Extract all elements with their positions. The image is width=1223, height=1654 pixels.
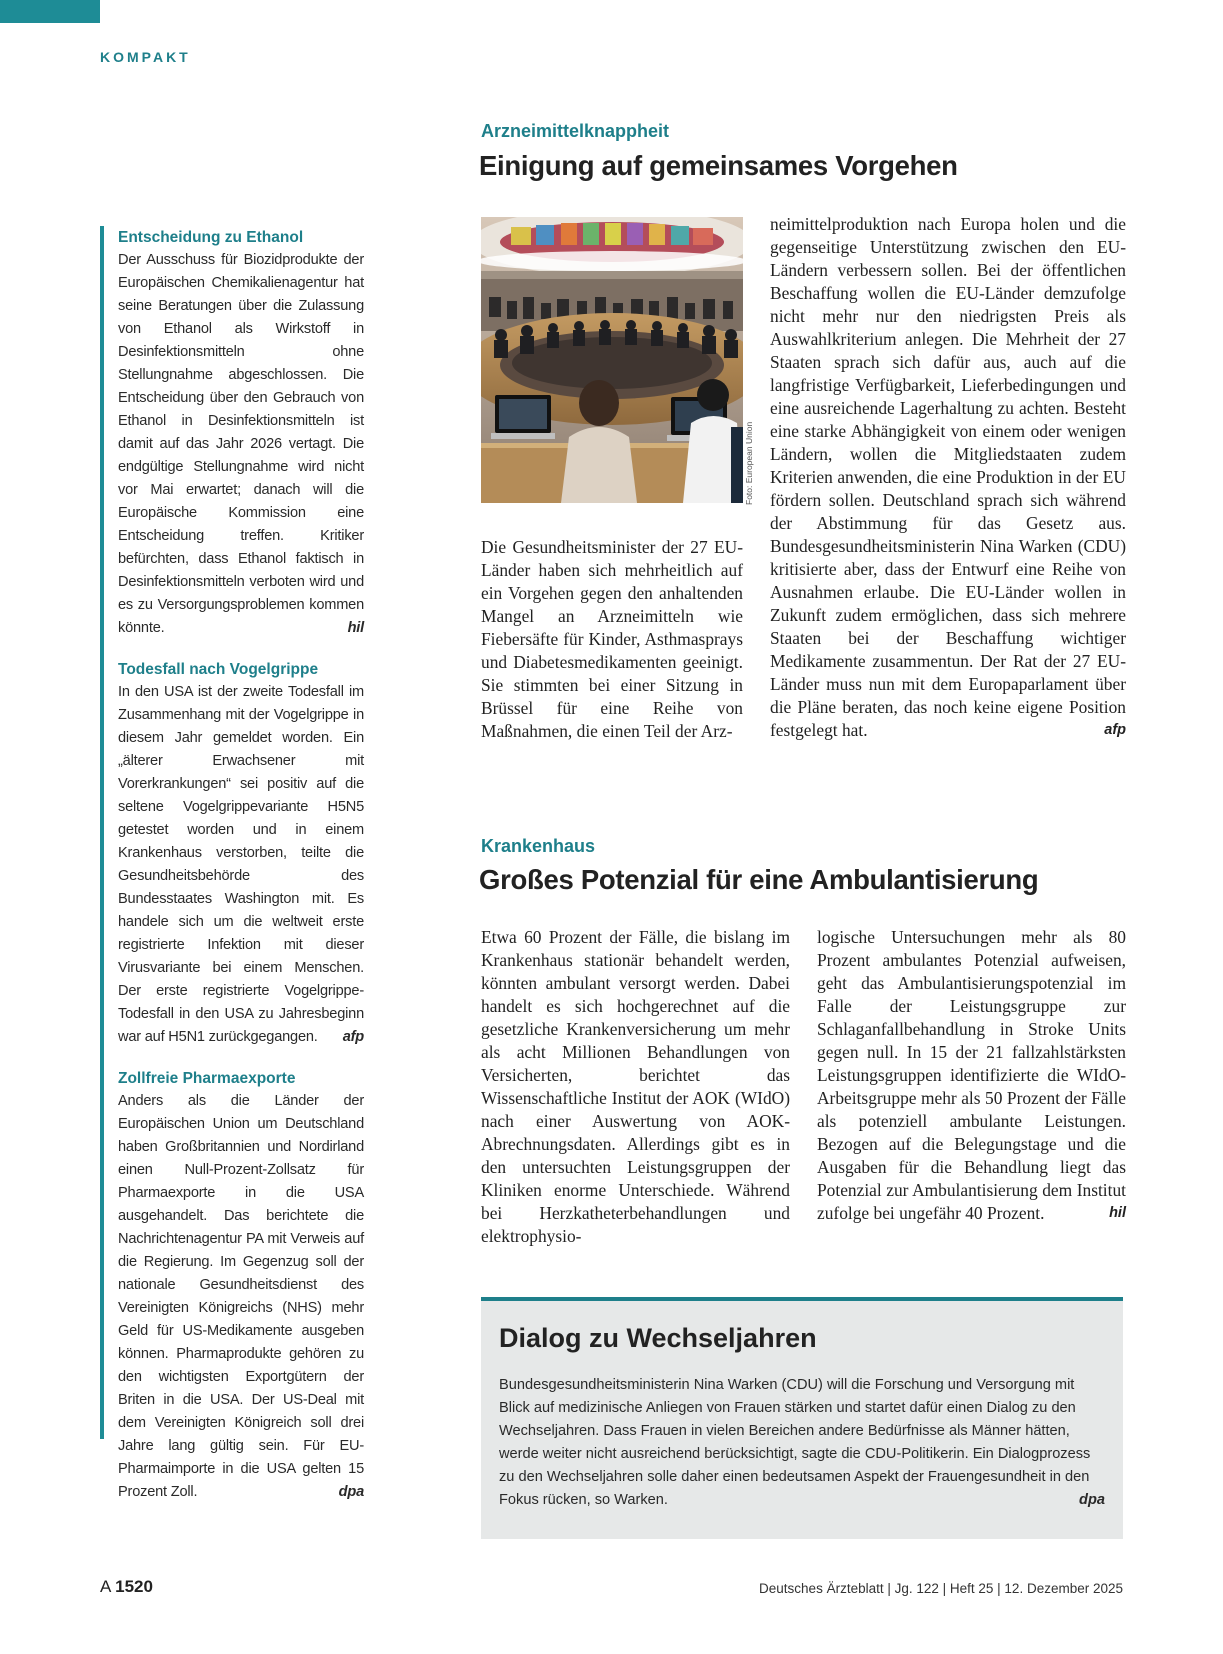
infobox-wechseljahre [481,1297,1123,1539]
article1-column-1 [481,536,743,743]
brief-vogelgrippe [118,658,364,1049]
council-meeting-image [481,217,743,503]
article2-headline: Großes Potenzial für eine Ambulantisierung [479,864,1039,895]
page-number [100,1577,153,1597]
brief-title: Todesfall nach Vogelgrippe [118,661,319,678]
author-tag: afp [342,1029,364,1045]
infobox-title: Dialog zu Wechseljahren [499,1323,817,1353]
article2-kicker: Krankenhaus [481,836,596,856]
photo-credit: Foto: European Union [744,421,754,505]
article2-text-2: logische Untersuchungen mehr als 80 Prozent ambulantes Potenzial aufweisen, geht das Ambulantisierungspotenzial im Falle der Leistungsgruppe zur Schlaganfallbehandlung in Stroke Units gegen null. In 15 der 21 fallzahlstärksten Leistungsgruppen identifizierte die WIdO-Arbeitsgruppe mehr als 50 Prozent der Fälle als potenziell ambulante Leistungen. Bezogen auf die Belegungstage und die Ausgaben für die Behandlung liegt das Potenzial zur Ambulantisierung dem Institut zufolge bei ungefähr 40 Prozent. hil [817,927,1126,1223]
brief-title: Zollfreie Pharmaexporte [118,1070,296,1087]
article1-column-2 [770,213,1126,742]
brief-ethanol [118,226,364,640]
top-accent-bar [0,0,100,23]
article2-text-1: Etwa 60 Prozent der Fälle, die bislang im Krankenhaus stationär behandelt werden, könnten ambulant versorgt werden. Dabei handelt es sich hochgerechnet auf die gesetzliche Krankenversicherung um mehr als acht Millionen Behandlungen von Versicherten, berichtet das Wissenschaftliche Institut der AOK (WIdO) nach einer Auswertung von AOK-Abrechnungsdaten. Allerdings gibt es in den untersuchten Leistungsgruppen der Kliniken enorme Unterschiede. Während bei Herzkatheterbehandlungen und elektrophysio- [481,927,790,1246]
author-tag: afp [1104,722,1126,738]
author-tag: dpa [1079,1492,1105,1508]
author-tag: hil [347,620,364,636]
author-tag: hil [1109,1205,1126,1221]
article2-column-1 [481,926,790,1248]
page-prefix: A [100,1577,111,1596]
article1-kicker: Arzneimittelknappheit [481,121,670,141]
article1-text-2: neimittelproduktion nach Europa holen und die gegenseitige Unterstützung zwischen den EU-Ländern verbessern sollen. Bei der öffentlichen Beschaffung wollen die EU-Länder demzufolge nicht mehr nur den niedrigsten Preis als Auswahlkriterium anlegen. Die Mehrheit der 27 Staaten sprach sich dafür aus, auch auf die langfristige Verfügbarkeit, Lieferbedingungen und eine ausreichende Lagerhaltung zu achten. Besteht eine starke Abhängigkeit von einem oder wenigen Ländern, wollen die Mitgliedstaaten zudem Kriterien anwenden, die eine Produktion in der EU fördern sollen. Deutschland sprach sich während der Abstimmung für das Gesetz aus. Bundesgesundheitsministerin Nina Warken (CDU) kritisierte aber, dass der Entwurf eine Reihe von Ausnahmen erlaube. Die EU-Länder wollen in Zukunft zudem ermöglichen, dass sich mehrere Staaten bei der Beschaffung wichtiger Medikamente zusammentun. Der Rat der 27 EU-Länder muss nun mit dem Europaparlament über die Pläne beraten, das noch keine eigene Position festgelegt hat. afp [770,214,1126,740]
brief-pharmaexporte [118,1067,364,1504]
brief-text: Anders als die Länder der Europäischen Union um Deutschland haben Großbritannien und Nordirland einen Null-Prozent-Zollsatz für Pharmaexporte in die USA ausgehandelt. Das berichtete die Nachrichtenagentur PA mit Verweis auf die Regierung. Im Gegenzug soll der nationale Gesundheitsdienst des Vereinigten Königreichs (NHS) mehr Geld für US-Medikamente ausgeben können. Pharmaprodukte gehören zu den wichtigsten Exportgütern der Briten in die USA. Der US-Deal mit dem Vereinigten Königreich soll drei Jahre lang gültig sein. Für EU-Pharmaimporte in die USA gelten 15 Prozent Zoll. dpa [118,1090,364,1504]
brief-title: Entscheidung zu Ethanol [118,229,304,246]
meeting-photo [481,217,743,503]
page-number-value: 1520 [115,1577,153,1596]
brief-text: In den USA ist der zweite Todesfall im Zusammenhang mit der Vogelgrippe in diesem Jahr gemeldet worden. Ein „älterer Erwachsener mit Vorerkrankungen“ sei positiv auf die seltene Vogelgrippevariante H5N5 getestet worden und in einem Krankenhaus verstorben, teilte die Gesundheitsbehörde des Bundesstaates Washington mit. Es handele sich um die weltweit erste registrierte Infektion mit dieser Virusvariante bei einem Menschen. Der erste registrierte Vogelgrippe-Todesfall in den USA zu Jahresbeginn war auf H5N1 zurückgegangen. afp [118,681,364,1049]
infobox-text: Bundesgesundheitsministerin Nina Warken (CDU) will die Forschung und Versorgung mit Blick auf medizinische Anliegen von Frauen stärken und startet dafür einen Dialog zu den Wechseljahren. Dass Frauen in vielen Bereichen andere Bedürfnisse als Männer hätten, werde weiter nicht ausreichend berücksichtigt, sagte die CDU-Politikerin. Ein Dialogprozess zu den Wechseljahren solle daher einen bedeutsamen Aspekt der Frauengesundheit in den Fokus rücken, so Warken. dpa [499,1374,1105,1512]
news-briefs-column [100,226,364,1500]
article1-text-1: Die Gesundheitsminister der 27 EU-Länder haben sich mehrheitlich auf ein Vorgehen gegen den anhaltenden Mangel an Arzneimitteln wie Fiebersäfte für Kinder, Asthmasprays und Diabetesmedikamenten geeinigt. Sie stimmten bei einer Sitzung in Brüssel für eine Reihe von Maßnahmen, die einen Teil der Arz- [481,537,743,741]
section-label: KOMPAKT [100,49,191,65]
article1-headline: Einigung auf gemeinsames Vorgehen [479,150,958,181]
brief-text: Der Ausschuss für Biozidprodukte der Europäischen Chemikalienagentur hat seine Beratungen über die Zulassung von Ethanol als Wirkstoff in Desinfektionsmitteln ohne Stellungnahme abgeschlossen. Die Entscheidung über den Gebrauch von Ethanol in Desinfektionsmitteln ist damit auf das Jahr 2026 vertagt. Die endgültige Stellungnahme wird nicht vor Mai erwartet; danach will die Europäische Kommission eine Entscheidung treffen. Kritiker befürchten, dass Ethanol faktisch in Desinfektionsmitteln verboten wird und es zu Versorgungsproblemen kommen könnte. hil [118,249,364,640]
author-tag: dpa [338,1484,364,1500]
journal-citation: Deutsches Ärzteblatt | Jg. 122 | Heft 25 | 12. Dezember 2025 [759,1581,1123,1596]
article2-column-2 [817,926,1126,1225]
